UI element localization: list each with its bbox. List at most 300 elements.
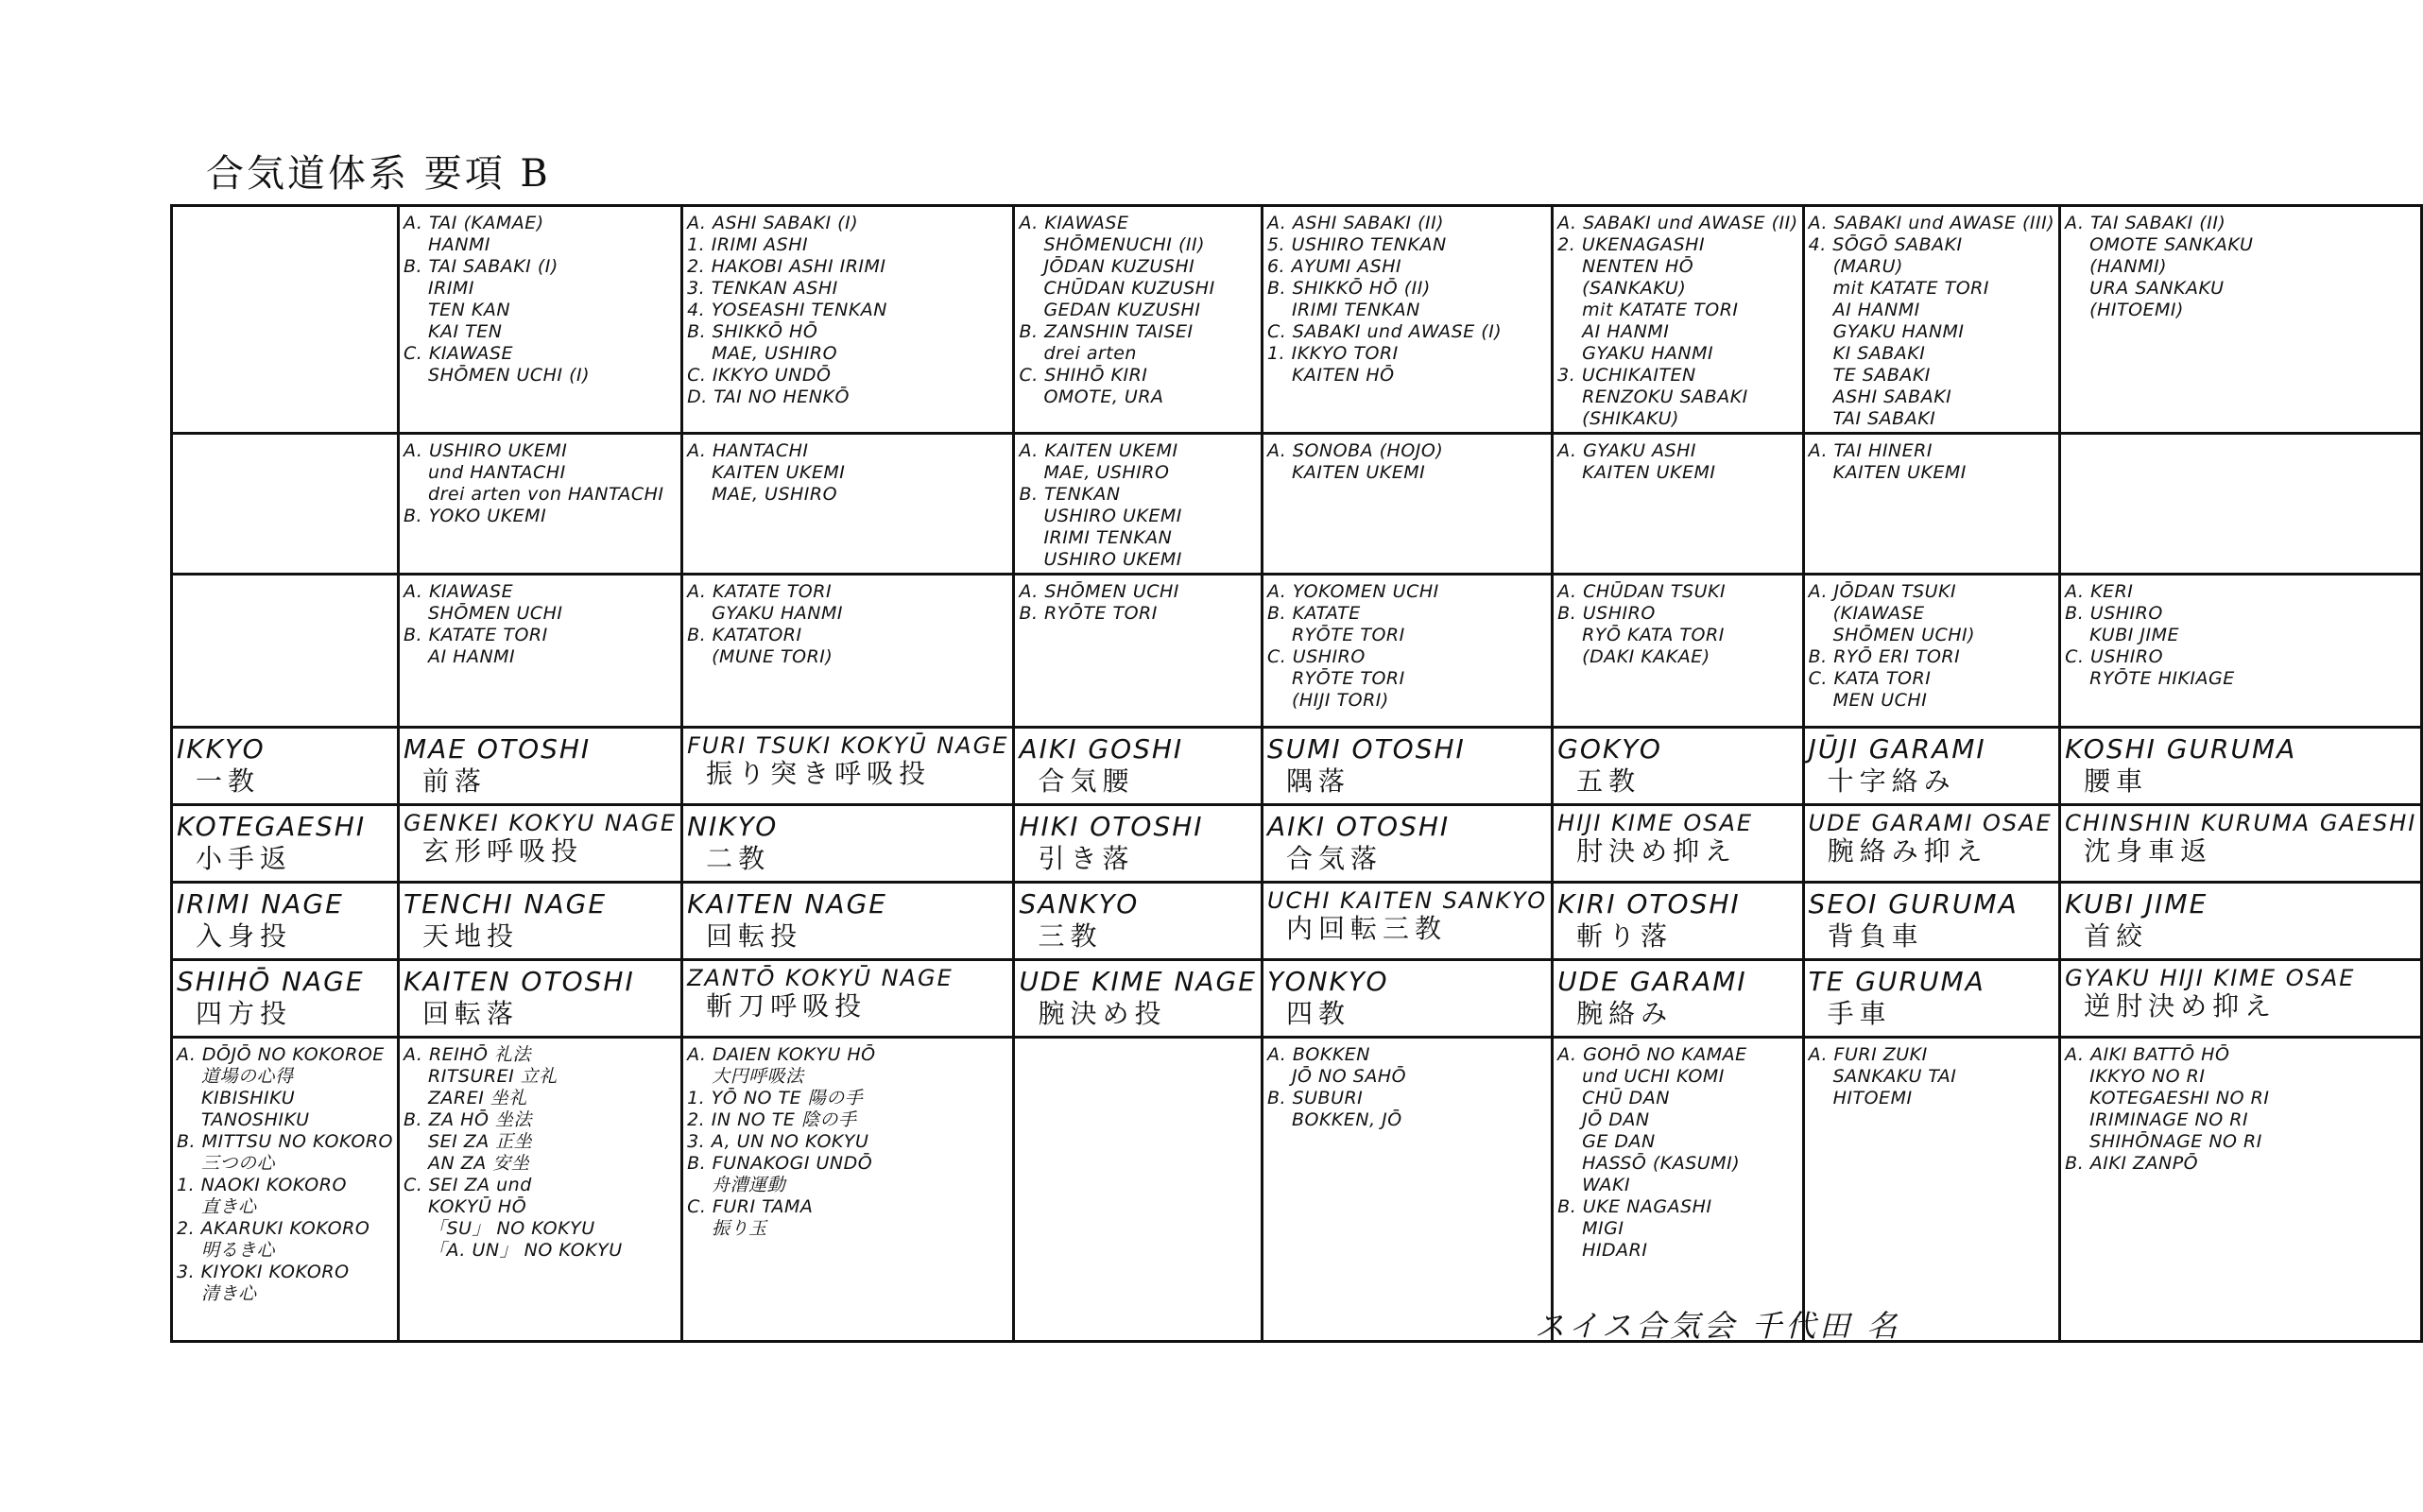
technique-kanji: 前落 bbox=[422, 765, 488, 797]
row-attacks bbox=[172, 575, 2422, 728]
cell-line: 2. IN NO TE 陰の手 bbox=[687, 1109, 857, 1130]
technique-cell bbox=[2060, 960, 2422, 1038]
cell-line: A. KATATE TORI bbox=[687, 581, 833, 602]
cell-line: A. SONOBA (HOJO) bbox=[1266, 440, 1444, 461]
technique-romaji: KAITEN OTOSHI bbox=[404, 966, 635, 997]
row-ukemi-cell-1 bbox=[172, 434, 399, 575]
cell-line: C. SEI ZA und bbox=[404, 1175, 532, 1195]
technique-romaji: SEOI GURUMA bbox=[1808, 888, 2019, 919]
technique-romaji: ZANTŌ KOKYŪ NAGE bbox=[687, 965, 954, 991]
cell-line: 舟漕運動 bbox=[712, 1175, 786, 1195]
technique-romaji: MAE OTOSHI bbox=[404, 733, 592, 765]
technique-cell bbox=[682, 960, 1014, 1038]
cell-line: (MARU) bbox=[1832, 256, 1903, 277]
technique-romaji: KUBI JIME bbox=[2065, 888, 2208, 919]
row-attacks-cell-1 bbox=[172, 575, 399, 728]
cell-line: KI SABAKI bbox=[1832, 343, 1926, 364]
technique-romaji: KAITEN NAGE bbox=[687, 888, 887, 919]
technique-kanji: 引き落 bbox=[1038, 843, 1135, 874]
row-attacks-cell-2 bbox=[399, 575, 682, 728]
cell-line: 2. AKARUKI KOKORO bbox=[177, 1218, 370, 1239]
cell-line: MAE, USHIRO bbox=[1043, 462, 1170, 483]
technique-cell bbox=[399, 728, 682, 805]
cell-line: B. USHIRO bbox=[2065, 603, 2163, 624]
row-ukemi-cell-2 bbox=[399, 434, 682, 575]
cell-line: TANOSHIKU bbox=[201, 1109, 310, 1130]
technique-cell bbox=[172, 883, 399, 960]
cell-line: 5. USHIRO TENKAN bbox=[1266, 234, 1447, 255]
row-attacks-cell-8 bbox=[2060, 575, 2422, 728]
cell-line: B. AIKI ZANPŌ bbox=[2065, 1153, 2199, 1174]
cell-line: B. MITTSU NO KOKORO bbox=[177, 1131, 394, 1152]
cell-line: B. RYŌ ERI TORI bbox=[1808, 646, 1961, 667]
cell-line: SHŌMENUCHI (II) bbox=[1043, 234, 1205, 255]
cell-line: GYAKU HANMI bbox=[1832, 321, 1965, 342]
cell-line: A. DAIEN KOKYU HŌ bbox=[687, 1044, 876, 1065]
technique-romaji: NIKYO bbox=[687, 811, 779, 842]
technique-kanji: 逆肘決め抑え bbox=[2084, 990, 2277, 1022]
cell-line: drei arten von HANTACHI bbox=[428, 484, 664, 505]
technique-cell bbox=[2060, 728, 2422, 805]
cell-line: A. KIAWASE bbox=[1019, 213, 1129, 233]
row-ukemi-cell-4 bbox=[1014, 434, 1263, 575]
cell-line: A. JŌDAN TSUKI bbox=[1808, 581, 1957, 602]
technique-cell bbox=[399, 960, 682, 1038]
cell-line: 1. IRIMI ASHI bbox=[687, 234, 809, 255]
row-tai-sabaki-cell-1 bbox=[172, 206, 399, 434]
cell-line: RENZOKU SABAKI bbox=[1582, 387, 1748, 407]
technique-romaji: SUMI OTOSHI bbox=[1266, 733, 1466, 765]
cell-line: HANMI bbox=[428, 234, 491, 255]
row-tai-sabaki-cell-8 bbox=[2060, 206, 2422, 434]
cell-line: KIBISHIKU bbox=[201, 1088, 296, 1108]
cell-line: A. SHŌMEN UCHI bbox=[1019, 581, 1179, 602]
row-tai-sabaki-cell-7 bbox=[1803, 206, 2060, 434]
cell-line: A. ASHI SABAKI (II) bbox=[1266, 213, 1445, 233]
technique-kanji: 背負車 bbox=[1827, 920, 1924, 952]
technique-kanji: 小手返 bbox=[196, 843, 293, 874]
cell-line: SEI ZA 正坐 bbox=[428, 1131, 533, 1152]
cell-line: IRIMI TENKAN bbox=[1043, 527, 1173, 548]
cell-line: 3. TENKAN ASHI bbox=[687, 278, 838, 299]
cell-line: HASSŌ (KASUMI) bbox=[1582, 1153, 1741, 1174]
cell-line: CHŪ DAN bbox=[1582, 1088, 1670, 1108]
cell-line: HIDARI bbox=[1582, 1240, 1648, 1261]
cell-line: RYŌTE TORI bbox=[1291, 668, 1405, 689]
cell-line: MEN UCHI bbox=[1832, 690, 1928, 711]
row-techniques-1 bbox=[172, 728, 2422, 805]
cell-line: 大円呼吸法 bbox=[712, 1066, 804, 1087]
technique-kanji: 一教 bbox=[196, 765, 261, 797]
technique-cell bbox=[1553, 960, 1803, 1038]
cell-line: JŌ NO SAHŌ bbox=[1291, 1066, 1407, 1087]
cell-line: und UCHI KOMI bbox=[1582, 1066, 1725, 1087]
technique-cell bbox=[1014, 728, 1263, 805]
cell-line: A. TAI HINERI bbox=[1808, 440, 1933, 461]
cell-line: A. BOKKEN bbox=[1266, 1044, 1371, 1065]
technique-kanji: 腕絡み抑え bbox=[1827, 835, 1988, 867]
cell-line: C. KATA TORI bbox=[1808, 668, 1932, 689]
technique-romaji: FURI TSUKI KOKYŪ NAGE bbox=[687, 732, 1009, 759]
cell-line: B. FUNAKOGI UNDŌ bbox=[687, 1153, 873, 1174]
technique-kanji: 斬り落 bbox=[1576, 920, 1674, 952]
technique-cell bbox=[1262, 960, 1552, 1038]
cell-line: C. USHIRO bbox=[1266, 646, 1366, 667]
technique-romaji: GENKEI KOKYU NAGE bbox=[404, 810, 678, 836]
cell-line: ZAREI 坐礼 bbox=[428, 1088, 527, 1108]
technique-kanji: 二教 bbox=[706, 843, 771, 874]
technique-cell bbox=[1014, 805, 1263, 883]
technique-kanji: 三教 bbox=[1038, 920, 1103, 952]
cell-line: 4. YOSEASHI TENKAN bbox=[687, 300, 888, 320]
row-attacks-cell-7 bbox=[1803, 575, 2060, 728]
cell-line: 6. AYUMI ASHI bbox=[1266, 256, 1402, 277]
cell-line: 「SU」 NO KOKYU bbox=[428, 1218, 595, 1239]
technique-cell bbox=[172, 728, 399, 805]
curriculum-table bbox=[170, 204, 2423, 1343]
cell-line: SHŌMEN UCHI bbox=[428, 603, 563, 624]
cell-line: OMOTE SANKAKU bbox=[2089, 234, 2254, 255]
row-etiquette-cell-7 bbox=[1803, 1038, 2060, 1342]
cell-line: KAI TEN bbox=[428, 321, 503, 342]
cell-line: A. FURI ZUKI bbox=[1808, 1044, 1928, 1065]
cell-line: B. YOKO UKEMI bbox=[404, 506, 547, 526]
cell-line: IRIMI TENKAN bbox=[1291, 300, 1420, 320]
technique-romaji: UDE GARAMI OSAE bbox=[1808, 810, 2053, 836]
technique-kanji: 肘決め抑え bbox=[1576, 835, 1738, 867]
cell-line: 1. NAOKI KOKORO bbox=[177, 1175, 347, 1195]
technique-kanji: 五教 bbox=[1576, 765, 1641, 797]
row-etiquette-cell-3 bbox=[682, 1038, 1014, 1342]
cell-line: (SHIKAKU) bbox=[1582, 408, 1679, 429]
cell-line: A. DŌJŌ NO KOKOROE bbox=[177, 1044, 385, 1065]
cell-line: A. CHŪDAN TSUKI bbox=[1557, 581, 1727, 602]
cell-line: und HANTACHI bbox=[428, 462, 566, 483]
cell-line: 3. KIYOKI KOKORO bbox=[177, 1262, 350, 1282]
cell-line: GE DAN bbox=[1582, 1131, 1656, 1152]
row-ukemi-cell-7 bbox=[1803, 434, 2060, 575]
technique-romaji: UCHI KAITEN SANKYO bbox=[1266, 887, 1548, 914]
cell-line: 三つの心 bbox=[201, 1153, 276, 1174]
cell-line: SANKAKU TAI bbox=[1832, 1066, 1957, 1087]
cell-line: (MUNE TORI) bbox=[712, 646, 833, 667]
technique-cell bbox=[682, 883, 1014, 960]
cell-line: C. USHIRO bbox=[2065, 646, 2164, 667]
cell-line: mit KATATE TORI bbox=[1582, 300, 1739, 320]
technique-romaji: AIKI GOSHI bbox=[1019, 733, 1184, 765]
cell-line: KAITEN UKEMI bbox=[1582, 462, 1716, 483]
technique-cell bbox=[682, 805, 1014, 883]
cell-line: A. ASHI SABAKI (I) bbox=[687, 213, 859, 233]
technique-cell bbox=[1262, 728, 1552, 805]
row-ukemi bbox=[172, 434, 2422, 575]
technique-romaji: HIKI OTOSHI bbox=[1019, 811, 1204, 842]
cell-line: BOKKEN, JŌ bbox=[1291, 1109, 1402, 1130]
row-attacks-cell-3 bbox=[682, 575, 1014, 728]
cell-line: A. SABAKI und AWASE (II) bbox=[1557, 213, 1798, 233]
row-ukemi-cell-5 bbox=[1262, 434, 1552, 575]
cell-line: TEN KAN bbox=[428, 300, 511, 320]
row-etiquette-cell-1 bbox=[172, 1038, 399, 1342]
cell-line: A. USHIRO UKEMI bbox=[404, 440, 568, 461]
cell-line: ASHI SABAKI bbox=[1832, 387, 1952, 407]
row-etiquette-cell-6 bbox=[1553, 1038, 1803, 1342]
technique-kanji: 隅落 bbox=[1285, 765, 1350, 797]
cell-line: 振り玉 bbox=[712, 1218, 767, 1239]
row-etiquette-cell-4 bbox=[1014, 1038, 1263, 1342]
row-tai-sabaki-cell-6 bbox=[1553, 206, 1803, 434]
cell-line: B. KATATE TORI bbox=[404, 625, 548, 645]
cell-line: mit KATATE TORI bbox=[1832, 278, 1989, 299]
cell-line: C. IKKYO UNDŌ bbox=[687, 365, 832, 386]
technique-cell bbox=[1803, 728, 2060, 805]
technique-kanji: 回転落 bbox=[422, 998, 520, 1029]
cell-line: AI HANMI bbox=[428, 646, 516, 667]
technique-kanji: 内回転三教 bbox=[1285, 913, 1447, 944]
cell-line: HITOEMI bbox=[1832, 1088, 1913, 1108]
row-tai-sabaki-cell-4 bbox=[1014, 206, 1263, 434]
technique-kanji: 手車 bbox=[1827, 998, 1892, 1029]
cell-line: (DAKI KAKAE) bbox=[1582, 646, 1710, 667]
technique-cell bbox=[2060, 805, 2422, 883]
technique-kanji: 振り突き呼吸投 bbox=[706, 758, 932, 789]
technique-romaji: KOSHI GURUMA bbox=[2065, 733, 2297, 765]
technique-romaji: IRIMI NAGE bbox=[177, 888, 344, 919]
technique-kanji: 四教 bbox=[1285, 998, 1350, 1029]
cell-line: MAE, USHIRO bbox=[712, 484, 838, 505]
cell-line: A. HANTACHI bbox=[687, 440, 809, 461]
cell-line: B. UKE NAGASHI bbox=[1557, 1196, 1712, 1217]
cell-line: A. YOKOMEN UCHI bbox=[1266, 581, 1439, 602]
cell-line: RITSUREI 立礼 bbox=[428, 1066, 558, 1087]
cell-line: MIGI bbox=[1582, 1218, 1624, 1239]
cell-line: IRIMINAGE NO RI bbox=[2089, 1109, 2249, 1130]
technique-cell bbox=[399, 883, 682, 960]
cell-line: C. SABAKI und AWASE (I) bbox=[1266, 321, 1503, 342]
cell-line: B. TAI SABAKI (I) bbox=[404, 256, 558, 277]
row-techniques-2 bbox=[172, 805, 2422, 883]
technique-cell bbox=[682, 728, 1014, 805]
cell-line: AN ZA 安坐 bbox=[428, 1153, 530, 1174]
technique-romaji: UDE KIME NAGE bbox=[1019, 966, 1257, 997]
cell-line: USHIRO UKEMI bbox=[1043, 506, 1182, 526]
cell-line: SHŌMEN UCHI (I) bbox=[428, 365, 591, 386]
page-title: 合気道体系 要項 B bbox=[206, 152, 551, 196]
cell-line: (HITOEMI) bbox=[2089, 300, 2184, 320]
row-etiquette bbox=[172, 1038, 2422, 1342]
cell-line: B. SHIKKŌ HŌ (II) bbox=[1266, 278, 1431, 299]
row-etiquette-cell-8 bbox=[2060, 1038, 2422, 1342]
cell-line: 直き心 bbox=[201, 1196, 257, 1217]
cell-line: RYŌTE TORI bbox=[1291, 625, 1405, 645]
cell-line: (SANKAKU) bbox=[1582, 278, 1687, 299]
technique-kanji: 腰車 bbox=[2084, 765, 2149, 797]
cell-line: KOTEGAESHI NO RI bbox=[2089, 1088, 2270, 1108]
technique-romaji: AIKI OTOSHI bbox=[1266, 811, 1451, 842]
row-attacks-cell-6 bbox=[1553, 575, 1803, 728]
technique-romaji: IKKYO bbox=[177, 733, 266, 765]
cell-line: (HANMI) bbox=[2089, 256, 2167, 277]
cell-line: JŌDAN KUZUSHI bbox=[1043, 256, 1195, 277]
row-etiquette-cell-5 bbox=[1262, 1038, 1552, 1342]
cell-line: C. FURI TAMA bbox=[687, 1196, 814, 1217]
technique-kanji: 首絞 bbox=[2084, 920, 2149, 952]
cell-line: B. KATATORI bbox=[687, 625, 802, 645]
cell-line: TAI SABAKI bbox=[1832, 408, 1936, 429]
cell-line: KUBI JIME bbox=[2089, 625, 2179, 645]
cell-line: A. KIAWASE bbox=[404, 581, 514, 602]
cell-line: 清き心 bbox=[201, 1283, 257, 1304]
row-etiquette-cell-2 bbox=[399, 1038, 682, 1342]
technique-romaji: GYAKU HIJI KIME OSAE bbox=[2065, 965, 2356, 991]
cell-line: KAITEN UKEMI bbox=[1291, 462, 1426, 483]
technique-romaji: GOKYO bbox=[1557, 733, 1662, 765]
technique-cell bbox=[1262, 883, 1552, 960]
cell-line: 明るき心 bbox=[201, 1240, 276, 1261]
technique-kanji: 腕決め投 bbox=[1038, 998, 1167, 1029]
technique-kanji: 玄形呼吸投 bbox=[422, 835, 584, 867]
cell-line: GYAKU HANMI bbox=[1582, 343, 1714, 364]
technique-cell bbox=[1014, 883, 1263, 960]
cell-line: 3. UCHIKAITEN bbox=[1557, 365, 1696, 386]
cell-line: B. SUBURI bbox=[1266, 1088, 1364, 1108]
cell-line: B. SHIKKŌ HŌ bbox=[687, 321, 818, 342]
cell-line: A. KERI bbox=[2065, 581, 2134, 602]
cell-line: URA SANKAKU bbox=[2089, 278, 2225, 299]
cell-line: SHIHŌNAGE NO RI bbox=[2089, 1131, 2262, 1152]
technique-cell bbox=[1553, 728, 1803, 805]
cell-line: IRIMI bbox=[428, 278, 474, 299]
technique-romaji: TE GURUMA bbox=[1808, 966, 1985, 997]
technique-romaji: SHIHŌ NAGE bbox=[177, 966, 365, 997]
cell-line: B. RYŌTE TORI bbox=[1019, 603, 1158, 624]
cell-line: KAITEN UKEMI bbox=[1832, 462, 1967, 483]
technique-kanji: 入身投 bbox=[196, 920, 293, 952]
technique-kanji: 四方投 bbox=[196, 998, 293, 1029]
technique-kanji: 沈身車返 bbox=[2084, 835, 2213, 867]
cell-line: C. SHIHŌ KIRI bbox=[1019, 365, 1148, 386]
cell-line: MAE, USHIRO bbox=[712, 343, 838, 364]
technique-cell bbox=[1803, 805, 2060, 883]
cell-line: USHIRO UKEMI bbox=[1043, 549, 1182, 570]
cell-line: RYŌ KATA TORI bbox=[1582, 625, 1725, 645]
signature: スイス合気会 千代田 名 bbox=[1535, 1308, 1901, 1344]
cell-line: 1. YŌ NO TE 陽の手 bbox=[687, 1088, 864, 1108]
row-attacks-cell-4 bbox=[1014, 575, 1263, 728]
cell-line: A. TAI SABAKI (II) bbox=[2065, 213, 2226, 233]
technique-kanji: 十字絡み bbox=[1827, 765, 1956, 797]
technique-cell bbox=[2060, 883, 2422, 960]
cell-line: 道場の心得 bbox=[201, 1066, 294, 1087]
technique-romaji: CHINSHIN KURUMA GAESHI bbox=[2065, 810, 2417, 836]
technique-kanji: 天地投 bbox=[422, 920, 520, 952]
technique-kanji: 合気落 bbox=[1285, 843, 1383, 874]
row-ukemi-cell-3 bbox=[682, 434, 1014, 575]
cell-line: KAITEN UKEMI bbox=[712, 462, 846, 483]
technique-romaji: KIRI OTOSHI bbox=[1557, 888, 1741, 919]
cell-line: drei arten bbox=[1043, 343, 1137, 364]
technique-cell bbox=[172, 960, 399, 1038]
technique-romaji: YONKYO bbox=[1266, 966, 1389, 997]
cell-line: TE SABAKI bbox=[1832, 365, 1931, 386]
cell-line: 1. IKKYO TORI bbox=[1266, 343, 1399, 364]
cell-line: JŌ DAN bbox=[1582, 1109, 1650, 1130]
row-ukemi-cell-6 bbox=[1553, 434, 1803, 575]
cell-line: A. TAI (KAMAE) bbox=[404, 213, 544, 233]
cell-line: 「A. UN」 NO KOKYU bbox=[428, 1240, 623, 1261]
cell-line: (HIJI TORI) bbox=[1291, 690, 1389, 711]
technique-cell bbox=[172, 805, 399, 883]
row-tai-sabaki-cell-2 bbox=[399, 206, 682, 434]
technique-kanji: 腕絡み bbox=[1576, 998, 1674, 1029]
cell-line: A. KAITEN UKEMI bbox=[1019, 440, 1178, 461]
cell-line: WAKI bbox=[1582, 1175, 1631, 1195]
technique-romaji: TENCHI NAGE bbox=[404, 888, 608, 919]
cell-line: A. AIKI BATTŌ HŌ bbox=[2065, 1044, 2230, 1065]
cell-line: B. KATATE bbox=[1266, 603, 1361, 624]
cell-line: RYŌTE HIKIAGE bbox=[2089, 668, 2235, 689]
technique-cell bbox=[1553, 883, 1803, 960]
row-ukemi-cell-8 bbox=[2060, 434, 2422, 575]
cell-line: GYAKU HANMI bbox=[712, 603, 843, 624]
cell-line: B. TENKAN bbox=[1019, 484, 1121, 505]
cell-line: B. ZANSHIN TAISEI bbox=[1019, 321, 1194, 342]
row-tai-sabaki bbox=[172, 206, 2422, 434]
technique-romaji: KOTEGAESHI bbox=[177, 811, 367, 842]
cell-line: CHŪDAN KUZUSHI bbox=[1043, 278, 1215, 299]
row-techniques-4 bbox=[172, 960, 2422, 1038]
cell-line: D. TAI NO HENKŌ bbox=[687, 387, 850, 407]
technique-kanji: 回転投 bbox=[706, 920, 803, 952]
cell-line: IKKYO NO RI bbox=[2089, 1066, 2206, 1087]
technique-cell bbox=[1014, 960, 1263, 1038]
cell-line: A. SABAKI und AWASE (III) bbox=[1808, 213, 2055, 233]
row-attacks-cell-5 bbox=[1262, 575, 1552, 728]
cell-line: OMOTE, URA bbox=[1043, 387, 1164, 407]
cell-line: B. ZA HŌ 坐法 bbox=[404, 1109, 532, 1130]
technique-cell bbox=[399, 805, 682, 883]
technique-cell bbox=[1262, 805, 1552, 883]
cell-line: NENTEN HŌ bbox=[1582, 256, 1694, 277]
row-tai-sabaki-cell-3 bbox=[682, 206, 1014, 434]
technique-kanji: 斬刀呼吸投 bbox=[706, 990, 868, 1022]
cell-line: AI HANMI bbox=[1582, 321, 1670, 342]
technique-cell bbox=[1553, 805, 1803, 883]
technique-romaji: JŪJI GARAMI bbox=[1808, 733, 1986, 765]
cell-line: 2. UKENAGASHI bbox=[1557, 234, 1706, 255]
cell-line: 3. A, UN NO KOKYU bbox=[687, 1131, 869, 1152]
technique-kanji: 合気腰 bbox=[1038, 765, 1135, 797]
cell-line: C. KIAWASE bbox=[404, 343, 513, 364]
row-techniques-3 bbox=[172, 883, 2422, 960]
cell-line: 4. SŌGŌ SABAKI bbox=[1808, 234, 1963, 255]
cell-line: A. GYAKU ASHI bbox=[1557, 440, 1696, 461]
cell-line: B. USHIRO bbox=[1557, 603, 1656, 624]
cell-line: 2. HAKOBI ASHI IRIMI bbox=[687, 256, 886, 277]
technique-romaji: UDE GARAMI bbox=[1557, 966, 1747, 997]
cell-line: A. GOHŌ NO KAMAE bbox=[1557, 1044, 1747, 1065]
cell-line: GEDAN KUZUSHI bbox=[1043, 300, 1201, 320]
technique-cell bbox=[1803, 883, 2060, 960]
row-tai-sabaki-cell-5 bbox=[1262, 206, 1552, 434]
technique-romaji: HIJI KIME OSAE bbox=[1557, 810, 1754, 836]
technique-romaji: SANKYO bbox=[1019, 888, 1140, 919]
cell-line: KAITEN HŌ bbox=[1291, 365, 1395, 386]
cell-line: A. REIHŌ 礼法 bbox=[404, 1044, 532, 1065]
cell-line: (KIAWASE bbox=[1832, 603, 1925, 624]
cell-line: SHŌMEN UCHI) bbox=[1832, 625, 1976, 645]
technique-cell bbox=[1803, 960, 2060, 1038]
